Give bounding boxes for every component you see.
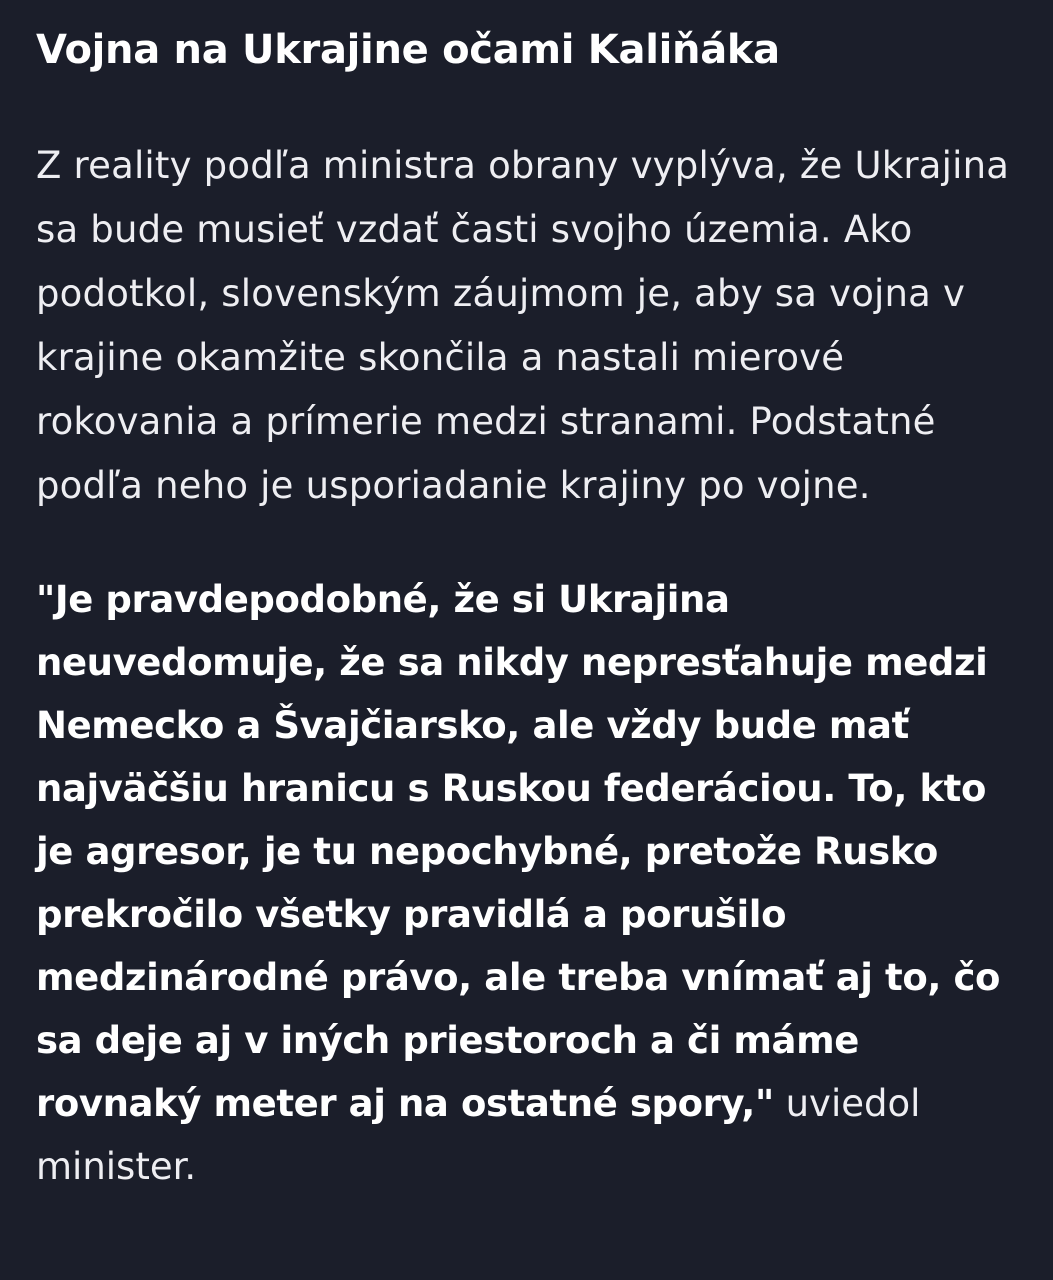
article-headline: Vojna na Ukrajine očami Kaliňáka [36,27,780,73]
quote-paragraph [36,568,1023,1198]
article-lead-paragraph: Z reality podľa ministra obrany vyplýva, že Ukrajina sa bude musieť vzdať časti svojho územia. Ako podotkol, slovenským záujmom je, aby sa vojna v krajine okamžite skončila a nastali mierové rokovania a prímerie medzi stranami. Podstatné podľa neho je usporiadanie krajiny po vojne. [36,144,1010,507]
minister-quote: "Je pravdepodobné, že si Ukrajina neuvedomuje, že sa nikdy nepresťahuje medzi Nemecko a Švajčiarsko, ale vždy bude mať najväčšiu hranicu s Ruskou federáciou. To, kto je agresor, je tu nepochybné, pretože Rusko prekročilo všetky pravidlá a porušilo medzinárodné právo, ale treba vnímať aj to, čo sa deje aj v iných priestoroch a či máme rovnaký meter aj na ostatné spory," [36,578,1001,1125]
quote-attribution: uviedol minister. [36,1082,921,1188]
